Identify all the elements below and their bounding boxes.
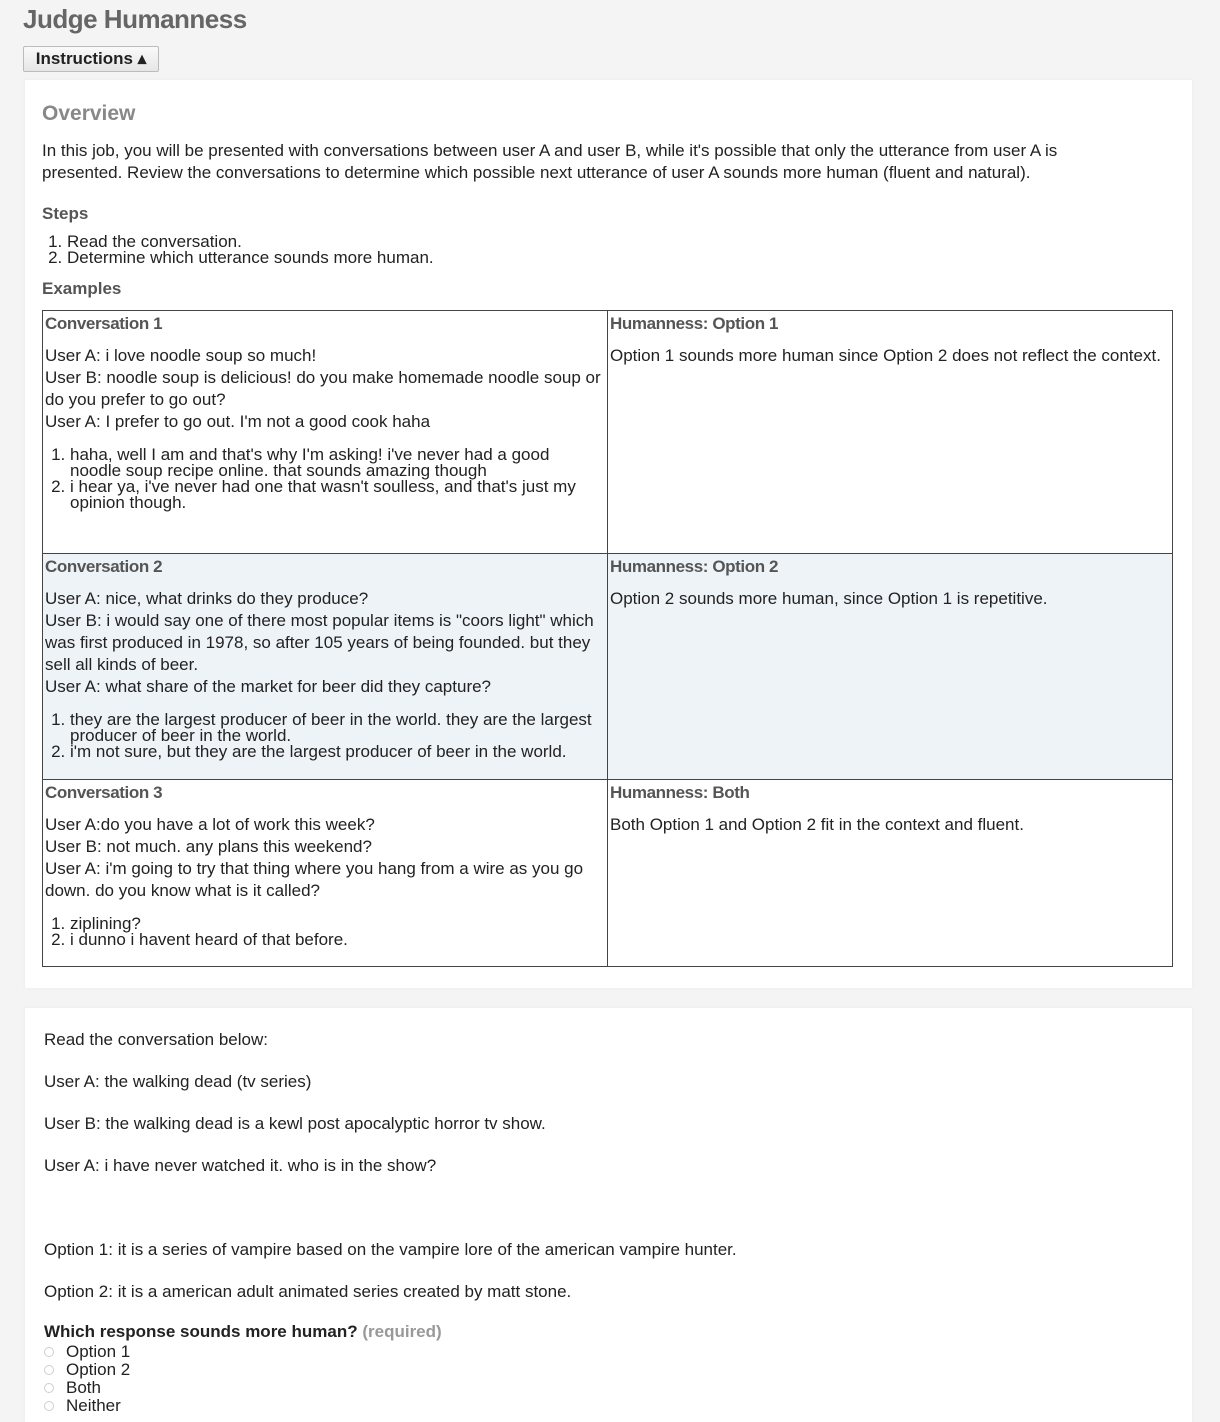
task-line: User A: i have never watched it. who is in the show? [44,1156,437,1175]
conversation-line: User B: i would say one of there most popular items is "coors light" which was first produced in 1978, so after 105 years of being founded. but they sell all kinds of beer. [45,611,594,674]
option-item: 2. i'm not sure, but they are the largest producer of beer in the world. [70,744,605,760]
conversation-line: User B: not much. any plans this weekend? [45,837,372,856]
radio-neither[interactable] [44,1397,130,1415]
overview-heading: Overview [42,102,136,125]
conversation-line: User A:do you have a lot of work this week? [45,815,375,834]
answer-cell [608,554,1173,780]
conversation-line: User B: noodle soup is delicious! do you make homemade noodle soup or do you prefer to go out? [45,368,601,409]
options-list [45,916,605,948]
conversation-line: User A: i love noodle soup so much! [45,346,317,365]
radio-option-2[interactable] [44,1361,130,1379]
radio-label: Option 1 [66,1342,131,1361]
answer-text: Option 2 sounds more human, since Option 1 is repetitive. [610,589,1048,608]
task-line: User A: the walking dead (tv series) [44,1072,312,1091]
examples-heading: Examples [42,279,122,298]
answer-cell [608,780,1173,967]
option-item: 2. i dunno i havent heard of that before. [70,932,605,948]
radio-input[interactable] [44,1383,54,1393]
radio-option-1[interactable] [44,1343,130,1361]
task-option-2: Option 2: it is a american adult animated series created by matt stone. [44,1282,572,1301]
task-line: User B: the walking dead is a kewl post apocalyptic horror tv show. [44,1114,546,1133]
step-item: 1. Read the conversation. [67,234,434,250]
options-list [45,712,605,760]
options-list [45,447,605,511]
radio-label: Option 2 [66,1360,131,1379]
conversation-title: Conversation 2 [45,557,163,576]
answer-cell [608,311,1173,554]
radio-label: Neither [66,1396,121,1415]
question-label [44,1322,442,1342]
conversation-cell [43,554,608,780]
radio-label: Both [66,1378,101,1397]
page-title: Judge Humanness [23,4,247,34]
option-item: 1. ziplining? [70,916,605,932]
example-row [43,780,1173,967]
conversation-title: Conversation 3 [45,783,163,802]
conversation-line: User A: i'm going to try that thing where you hang from a wire as you go down. do you know what is it called? [45,859,584,900]
option-item: 1. haha, well I am and that's why I'm asking! i've never had a good noodle soup recipe online. that sounds amazing though [70,447,605,479]
option-item: 2. i hear ya, i've never had one that wasn't soulless, and that's just my opinion though. [70,479,605,511]
answer-title: Humanness: Option 1 [610,314,779,333]
radio-input[interactable] [44,1365,54,1375]
example-row [43,311,1173,554]
examples-table [42,310,1173,967]
radio-input[interactable] [44,1347,54,1357]
radio-input[interactable] [44,1401,54,1411]
conversation-cell [43,311,608,554]
conversation-title: Conversation 1 [45,314,163,333]
instructions-panel [25,80,1192,988]
radio-both[interactable] [44,1379,130,1397]
required-label: (required) [362,1322,442,1341]
answer-title: Humanness: Both [610,783,750,802]
task-option-1: Option 1: it is a series of vampire based on the vampire lore of the american vampire hunter. [44,1240,737,1259]
answer-text: Both Option 1 and Option 2 fit in the context and fluent. [610,815,1024,834]
steps-heading: Steps [42,204,89,223]
conversation-line: User A: nice, what drinks do they produce? [45,589,369,608]
overview-text: In this job, you will be presented with conversations between user A and user B, while it's possible that only the utterance from user A is presented. Review the conversations to determine which possible next utterance of user A sounds more human (fluent and natural). [42,141,1058,182]
conversation-line: User A: I prefer to go out. I'm not a good cook haha [45,412,431,431]
conversation-line: User A: what share of the market for beer did they capture? [45,677,492,696]
example-row [43,554,1173,780]
option-item: 1. they are the largest producer of beer in the world. they are the largest producer of beer in the world. [70,712,605,744]
task-prompt: Read the conversation below: [44,1030,268,1049]
question-text: Which response sounds more human? [44,1322,358,1341]
steps-list [42,234,434,266]
answer-radio-group [44,1343,130,1415]
step-item: 2. Determine which utterance sounds more human. [67,250,434,266]
conversation-cell [43,780,608,967]
answer-title: Humanness: Option 2 [610,557,779,576]
instructions-toggle-button[interactable]: Instructions ▴ [23,46,159,72]
task-panel [25,1008,1192,1422]
answer-text: Option 1 sounds more human since Option 2 does not reflect the context. [610,346,1161,365]
